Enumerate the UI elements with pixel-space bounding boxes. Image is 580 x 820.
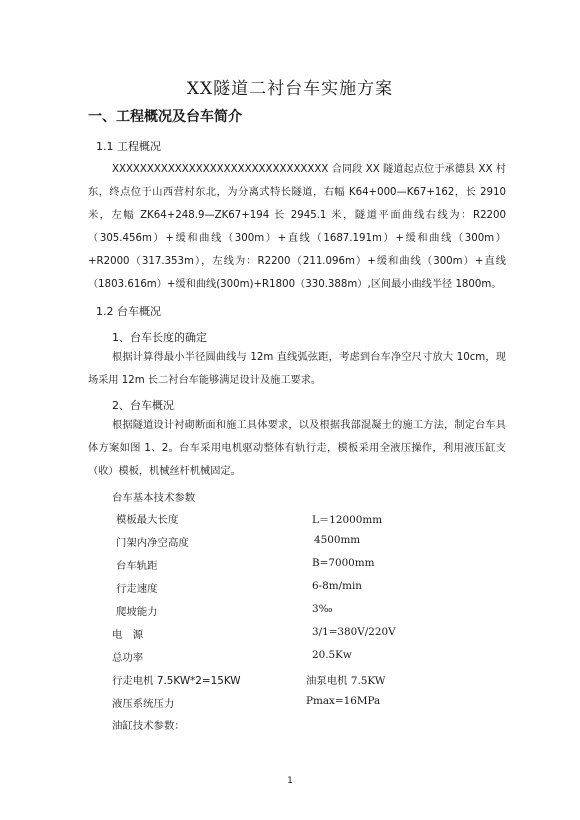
oil-cylinder-heading: 油缸技术参数： bbox=[112, 720, 185, 732]
spec-value: 3‰ bbox=[312, 603, 333, 615]
spec-row bbox=[0, 649, 580, 669]
spec-label: 爬坡能力 bbox=[116, 606, 158, 618]
page-number: 1 bbox=[287, 776, 293, 786]
spec-row bbox=[0, 626, 580, 646]
spec-label: 行走速度 bbox=[116, 583, 158, 595]
spec-value: 3/1=380V/220V bbox=[312, 626, 396, 638]
trolley-overview-paragraph: 根据隧道设计衬砌断面和施工具体要求，以及根据我部混凝土的施工方法，制定台车具体方案如图 1、2。台车采用电机驱动整体有轨行走，模板采用全液压操作，利用液压缸支（收）模板，机械丝杆机械固定。 bbox=[88, 420, 506, 477]
spec-label: 电 源 bbox=[112, 629, 144, 641]
spec-row bbox=[0, 580, 580, 600]
item-heading-length: 1、台车长度的确定 bbox=[112, 331, 207, 344]
project-overview-paragraph: XXXXXXXXXXXXXXXXXXXXXXXXXXXXXXX 合同段 XX 隧道起点位于承德县 XX 村东，终点位于山西营村东北，为分离式特长隧道，右幅 K64+000—K67+162，长 2910 米，左幅 ZK64+248.9—ZK67+194 长 2945.1 米，隧道平面曲线右线为：R2200（305.456m）+缓和曲线（300m）+直线（1687.191m）+缓和曲线（300m）+R2000（317.353m），左线为：R2200（211.096m）+缓和曲线（300m）+直线（1803.616m）+缓和曲线(300m)+R1800（330.388m）,区间最小曲线半径 1800m。 bbox=[88, 164, 506, 290]
spec-row bbox=[0, 603, 580, 623]
specs-heading: 台车基本技术参数 bbox=[112, 492, 196, 504]
spec-row bbox=[0, 557, 580, 577]
spec-row bbox=[0, 672, 580, 692]
spec-value: Pmax=16MPa bbox=[306, 695, 381, 707]
item-heading-trolley-overview: 2、台车概况 bbox=[112, 399, 174, 412]
spec-row bbox=[0, 534, 580, 554]
spec-value: 20.5Kw bbox=[312, 649, 352, 661]
length-paragraph: 根据计算得最小半径圆曲线与 12m 直线弧弦距，考虑到台车净空尺寸放大 10cm，现场采用 12m 长二衬台车能够满足设计及施工要求。 bbox=[88, 352, 506, 386]
spec-label: 台车轨距 bbox=[116, 560, 158, 572]
spec-label: 总功率 bbox=[112, 652, 144, 664]
spec-row bbox=[0, 511, 580, 531]
spec-value: 6-8m/min bbox=[312, 580, 362, 592]
spec-label: 模板最大长度 bbox=[116, 514, 179, 526]
spec-value: 4500mm bbox=[314, 534, 361, 546]
spec-value: 油泵电机 7.5KW bbox=[306, 675, 386, 687]
spec-label: 门架内净空高度 bbox=[116, 537, 189, 549]
spec-label: 行走电机 7.5KW*2=15KW bbox=[112, 675, 241, 687]
spec-row bbox=[0, 695, 580, 715]
spec-value: L＝12000mm bbox=[312, 514, 383, 526]
section-heading-overview: 一、工程概况及台车简介 bbox=[88, 109, 242, 125]
subsection-heading-project: 1.1 工程概况 bbox=[96, 140, 161, 153]
spec-value: B=7000mm bbox=[312, 557, 375, 569]
spec-label: 液压系统压力 bbox=[112, 698, 175, 710]
document-title: XX隧道二衬台车实施方案 bbox=[186, 79, 394, 99]
subsection-heading-trolley: 1.2 台车概况 bbox=[96, 305, 161, 318]
